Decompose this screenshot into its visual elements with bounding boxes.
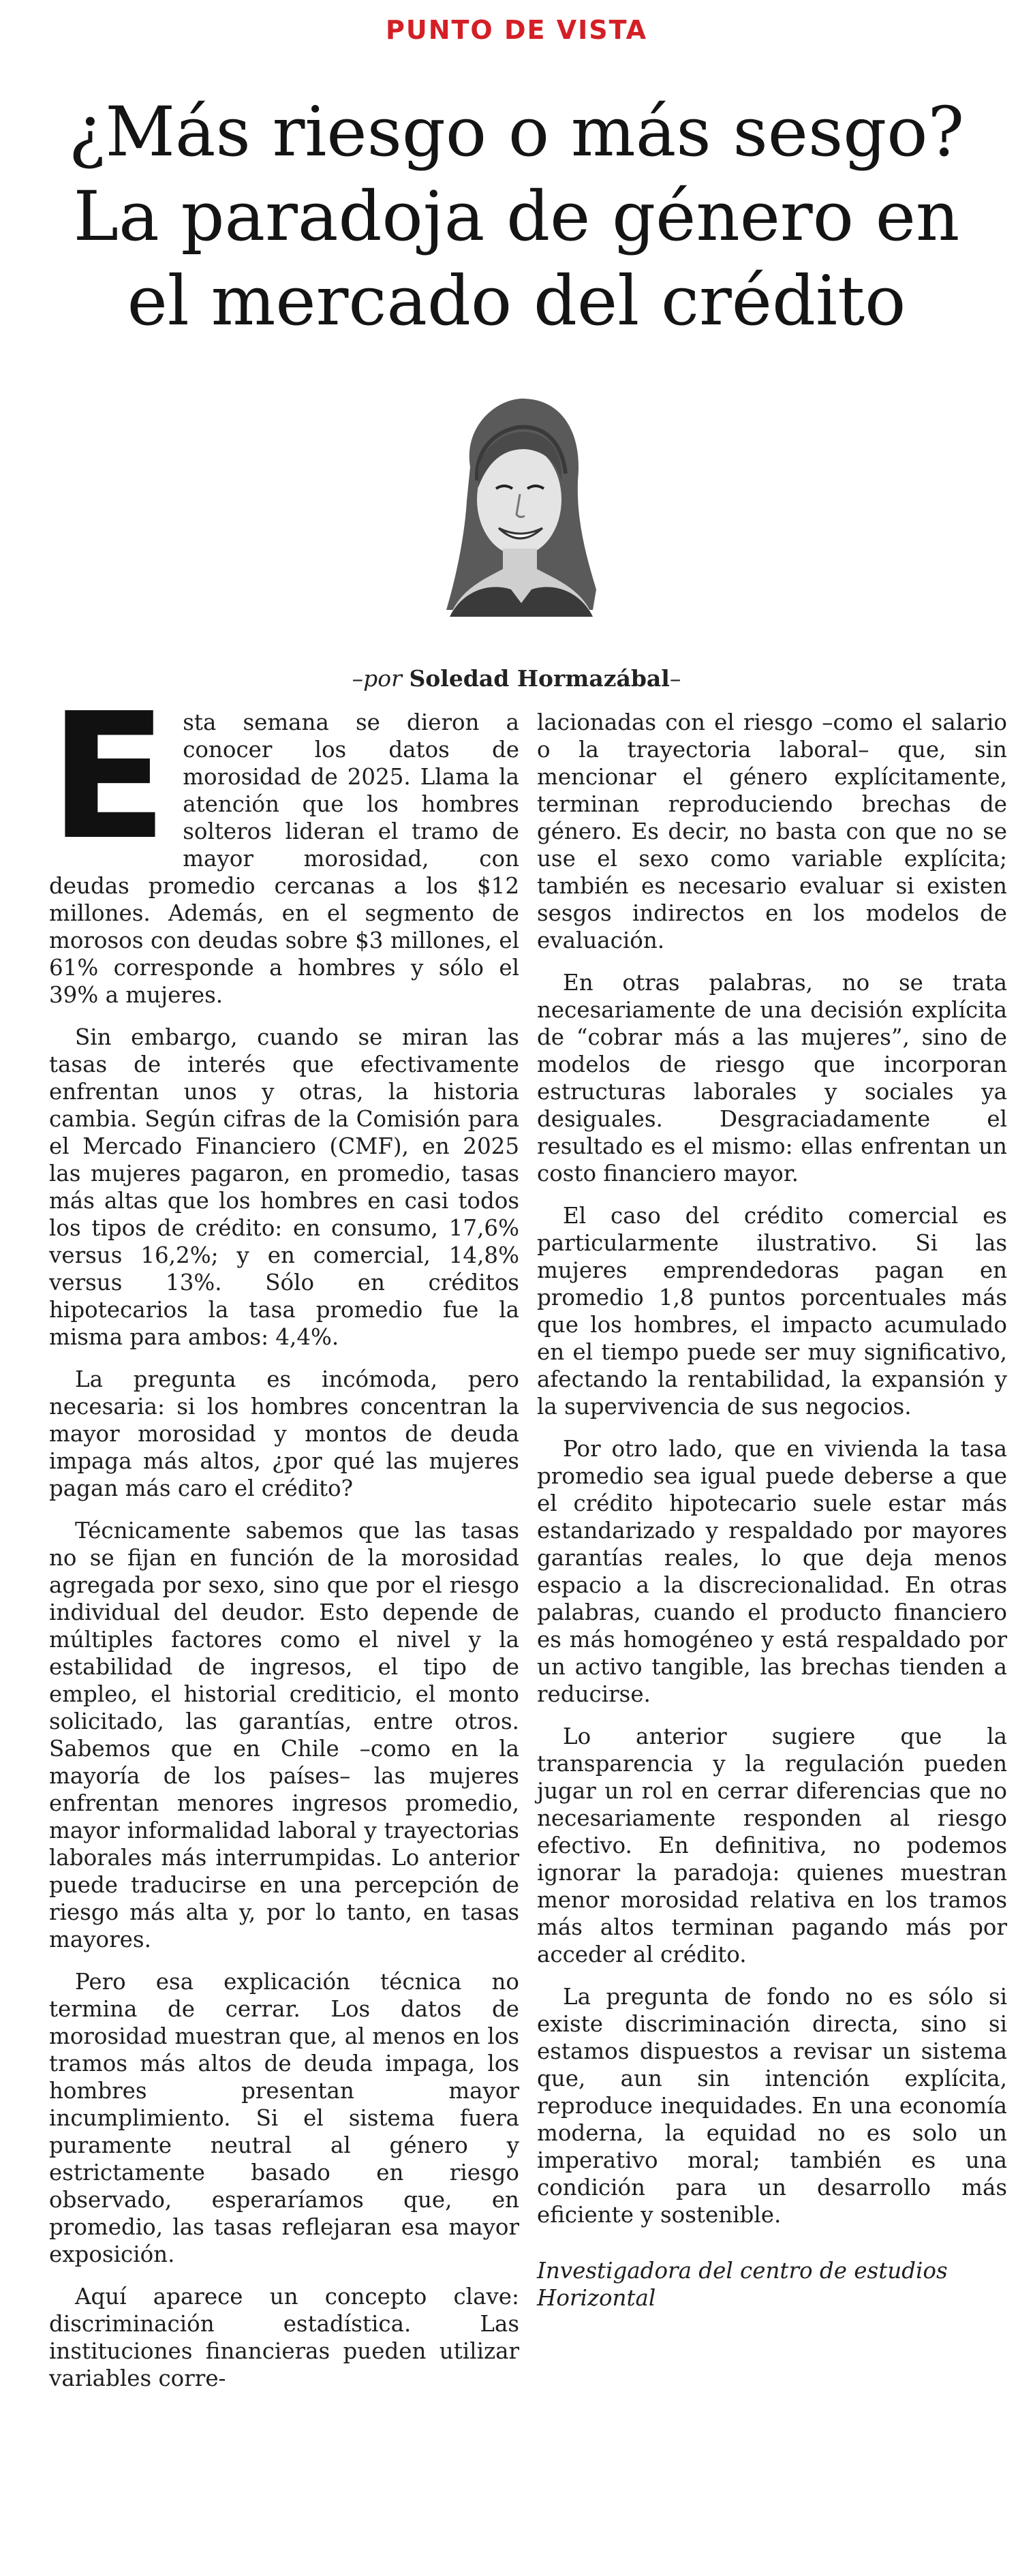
drop-cap: E	[49, 676, 168, 878]
author-portrait-icon	[422, 385, 613, 630]
article-paragraph: La pregunta de fondo no es sólo si existe discriminación directa, sino si estamos dispuestos a revisar un sistema que, aun sin intención explícita, reproduce inequidades. En una economía moderna, la equidad no es solo un imperativo moral; también es una condición para un desarrollo más eficiente y sostenible.	[537, 1984, 1007, 2228]
article-paragraph: Aquí aparece un concepto clave: discriminación estadística. Las instituciones financieras pueden utilizar variables corre-	[49, 2284, 519, 2391]
article-paragraph: Técnicamente sabemos que las tasas no se fijan en función de la morosidad agregada por sexo, sino que por el riesgo individual del deudor. Esto depende de múltiples factores como el nivel y la estabilidad de ingresos, el tipo de empleo, el historial crediticio, el monto solicitado, las garantías, entre otros. Sabemos que en Chile –como en la mayoría de los países– las mujeres enfrentan menores ingresos promedio, mayor informalidad laboral y trayectorias laborales más interrumpidas. Lo anterior puede traducirse en una percepción de riesgo más alta y, por lo tanto, en tasas mayores.	[49, 1518, 519, 1952]
article-paragraph: Por otro lado, que en vivienda la tasa promedio sea igual puede deberse a que el crédito hipotecario suele estar más estandarizado y respaldado por mayores garantías reales, lo que deja menos espacio a la discrecionalidad. En otras palabras, cuando el producto financiero es más homogéneo y está respaldado por un activo tangible, las brechas tienden a reducirse.	[537, 1436, 1007, 1707]
article-paragraph: Sin embargo, cuando se miran las tasas de interés que efectivamente enfrentan unos y otras, la historia cambia. Según cifras de la Comisión para el Mercado Financiero (CMF), en 2025 las mujeres pagaron, en promedio, tasas más altas que los hombres en casi todos los tipos de crédito: en consumo, 17,6% versus 16,2%; y en comercial, 14,8% versus 13%. Sólo en créditos hipotecarios la tasa promedio fue la misma para ambos: 4,4%.	[49, 1024, 519, 1350]
author-signature	[537, 2257, 1007, 2312]
article-column-right	[537, 709, 1007, 2327]
article-paragraph: En otras palabras, no se trata necesariamente de una decisión explícita de “cobrar más a las mujeres”, sino de modelos de riesgo que incorporan estructuras laborales y sociales ya desiguales. Desgraciadamente el resultado es el mismo: ellas enfrentan un costo financiero mayor.	[537, 970, 1007, 1186]
article-paragraph: La pregunta es incómoda, pero necesaria: si los hombres concentran la mayor morosidad y montos de deuda impaga más altos, ¿por qué las mujeres pagan más caro el crédito?	[49, 1366, 519, 1501]
byline-author: Soledad Hormazábal	[409, 665, 670, 692]
headline	[27, 90, 1006, 343]
article-column-left	[49, 676, 519, 2407]
paragraph-text: sta semana se dieron a conocer los datos de morosidad de 2025. Llama la atención que los hombres solteros lideran el tramo de mayor morosidad, con deudas promedio cercanas a los $12 millones. Además, en el segmento de morosos con deudas sobre $3 millones, el 61% corresponde a hombres y sólo el 39% a mujeres.	[49, 709, 519, 1008]
section-label: PUNTO DE VISTA	[386, 15, 647, 45]
headline-line-2: La paradoja de género en	[73, 177, 960, 256]
article-paragraph: El caso del crédito comercial es particularmente ilustrativo. Si las mujeres emprendedoras pagan en promedio 1,8 puntos porcentuales más que los hombres, el impacto acumulado en el tiempo puede ser muy significativo, afectando la rentabilidad, la expansión y la supervivencia de sus negocios.	[537, 1203, 1007, 1420]
headline-line-3: el mercado del crédito	[127, 261, 906, 341]
byline-prefix: –por	[352, 665, 402, 692]
article-paragraph: lacionadas con el riesgo –como el salario o la trayectoria laboral– que, sin mencionar el género explícitamente, terminan reproduciendo brechas de género. Es decir, no basta con que no se use el sexo como variable explícita; también es necesario evaluar si existen sesgos indirectos en los modelos de evaluación.	[537, 709, 1007, 953]
byline-suffix: –	[669, 665, 681, 692]
article-paragraph: Pero esa explicación técnica no termina de cerrar. Los datos de morosidad muestran que, al menos en los tramos más altos de deuda impaga, los hombres presentan mayor incumplimiento. Si el sistema fuera puramente neutral al género y estrictamente basado en riesgo observado, esperaríamos que, en promedio, las tasas reflejaran esa mayor exposición.	[49, 1969, 519, 2267]
signature-line-2: Horizontal	[537, 2285, 656, 2311]
article-paragraph: Lo anterior sugiere que la transparencia y la regulación pueden jugar un rol en cerrar diferencias que no necesariamente responden al riesgo efectivo. En definitiva, no podemos ignorar la paradoja: quienes muestran menor morosidad relativa en los tramos más altos terminan pagando más por acceder al crédito.	[537, 1723, 1007, 1967]
signature-line-1: Investigadora del centro de estudios	[537, 2258, 948, 2284]
headline-line-1: ¿Más riesgo o más sesgo?	[68, 92, 965, 172]
